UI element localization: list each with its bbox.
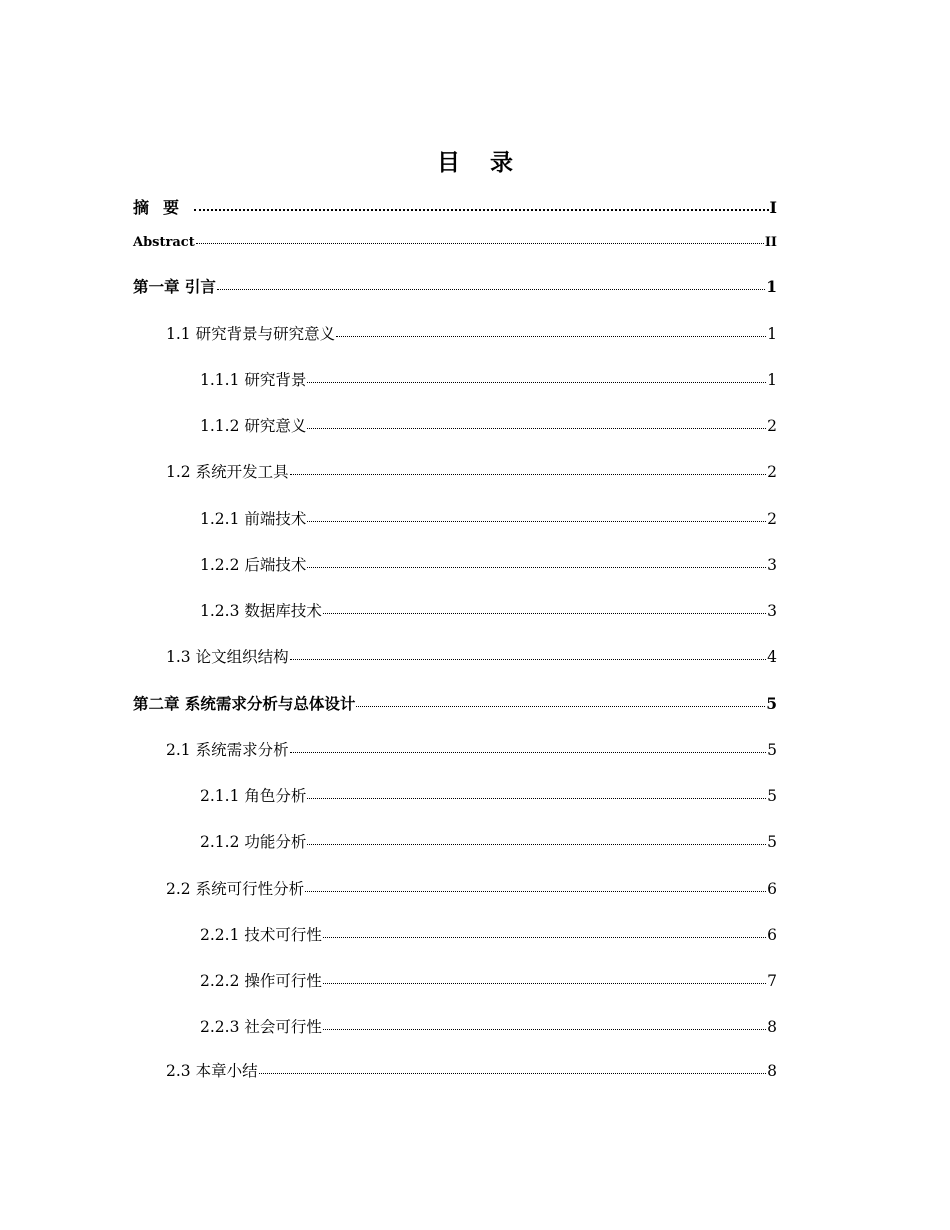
- toc-entry-page: 5: [767, 741, 777, 759]
- dot-leader: [323, 971, 766, 987]
- toc-entry-page: 8: [767, 1062, 777, 1080]
- toc-entry-label: 1.1.2 研究意义: [200, 417, 307, 435]
- dot-leader: [290, 740, 767, 756]
- title-part-2: 录: [490, 150, 513, 176]
- toc-entry-page: II: [764, 235, 777, 250]
- toc-entry-page: 6: [767, 880, 777, 898]
- dot-leader: [290, 462, 767, 478]
- toc-entry-chapter-1[interactable]: [133, 275, 777, 297]
- toc-entry-2-1-2[interactable]: [200, 830, 777, 852]
- dot-leader: [307, 832, 766, 848]
- toc-entry-2-2-3[interactable]: [200, 1015, 777, 1037]
- toc-entry-1-1[interactable]: [166, 322, 777, 344]
- dot-leader: [307, 509, 766, 525]
- toc-entry-2-2[interactable]: [166, 877, 777, 899]
- toc-entry-chapter-2[interactable]: [133, 692, 777, 714]
- abstract-cn-label: 摘要: [133, 198, 194, 217]
- toc-entry-label: 1.1 研究背景与研究意义: [166, 325, 336, 343]
- toc-entry-label: 1.2.2 后端技术: [200, 556, 307, 574]
- toc-entry-label: 1.2.1 前端技术: [200, 510, 307, 528]
- dot-leader: [305, 879, 766, 895]
- dot-leader: [307, 786, 766, 802]
- toc-entry-label: Abstract: [133, 235, 195, 250]
- dot-leader: [323, 925, 766, 941]
- toc-entry-1-3[interactable]: [166, 645, 777, 667]
- toc-entry-label: 2.2.1 技术可行性: [200, 926, 322, 944]
- toc-entry-1-2[interactable]: [166, 460, 777, 482]
- dot-leader: [323, 1017, 766, 1033]
- toc-entry-label: 2.3 本章小结: [166, 1062, 258, 1080]
- toc-entry-1-2-2[interactable]: [200, 553, 777, 575]
- page-title: [0, 144, 950, 177]
- toc-entry-label: 1.1.1 研究背景: [200, 371, 307, 389]
- dot-leader: [307, 370, 766, 386]
- dot-leader: [194, 197, 769, 213]
- toc-entry-label: 第一章 引言: [133, 277, 216, 296]
- toc-entry-label: [133, 195, 193, 218]
- toc-entry-label: 2.2.3 社会可行性: [200, 1018, 322, 1036]
- toc-entry-label: 第二章 系统需求分析与总体设计: [133, 694, 356, 713]
- toc-entry-page: 5: [767, 787, 777, 805]
- dot-leader: [323, 601, 766, 617]
- toc-entry-page: 7: [767, 972, 777, 990]
- toc-entry-1-1-1[interactable]: [200, 368, 777, 390]
- dot-leader: [217, 277, 765, 293]
- title-part-1: 目: [437, 150, 460, 176]
- dot-leader: [259, 1061, 767, 1077]
- toc-entry-page: 8: [767, 1018, 777, 1036]
- dot-leader: [290, 647, 767, 663]
- toc-entry-label: 2.1.2 功能分析: [200, 833, 307, 851]
- toc-entry-abstract-cn[interactable]: [133, 195, 777, 218]
- toc-entry-page: 4: [767, 648, 777, 666]
- toc-entry-label: 2.2.2 操作可行性: [200, 972, 322, 990]
- toc-entry-page: 5: [767, 833, 777, 851]
- toc-entry-page: I: [769, 198, 777, 217]
- toc-entry-page: 2: [767, 417, 777, 435]
- toc-entry-2-2-2[interactable]: [200, 969, 777, 991]
- toc-entry-abstract-en[interactable]: [133, 233, 777, 250]
- toc-entry-page: 1: [767, 325, 777, 343]
- dot-leader: [356, 694, 765, 710]
- toc-entry-page: 2: [767, 463, 777, 481]
- toc-entry-page: 2: [767, 510, 777, 528]
- toc-entry-1-1-2[interactable]: [200, 414, 777, 436]
- toc-entry-page: 3: [767, 602, 777, 620]
- toc-entry-label: 1.2.3 数据库技术: [200, 602, 322, 620]
- toc-entry-page: 5: [766, 694, 777, 713]
- toc-entry-page: 1: [767, 371, 777, 389]
- toc-entry-page: 3: [767, 556, 777, 574]
- toc-entry-1-2-1[interactable]: [200, 507, 777, 529]
- toc-entry-2-2-1[interactable]: [200, 923, 777, 945]
- toc-entry-label: 2.2 系统可行性分析: [166, 880, 305, 898]
- dot-leader: [307, 555, 766, 571]
- dot-leader: [307, 416, 766, 432]
- toc-entry-2-3[interactable]: [166, 1059, 777, 1081]
- dot-leader: [336, 324, 766, 340]
- toc-entry-label: 1.2 系统开发工具: [166, 463, 289, 481]
- toc-entry-page: 6: [767, 926, 777, 944]
- toc-entry-label: 2.1 系统需求分析: [166, 741, 289, 759]
- toc-entry-1-2-3[interactable]: [200, 599, 777, 621]
- toc-entry-page: 1: [766, 277, 777, 296]
- toc-entry-2-1-1[interactable]: [200, 784, 777, 806]
- dot-leader: [196, 233, 764, 246]
- toc-entry-2-1[interactable]: [166, 738, 777, 760]
- toc-entry-label: 2.1.1 角色分析: [200, 787, 307, 805]
- toc-entry-label: 1.3 论文组织结构: [166, 648, 289, 666]
